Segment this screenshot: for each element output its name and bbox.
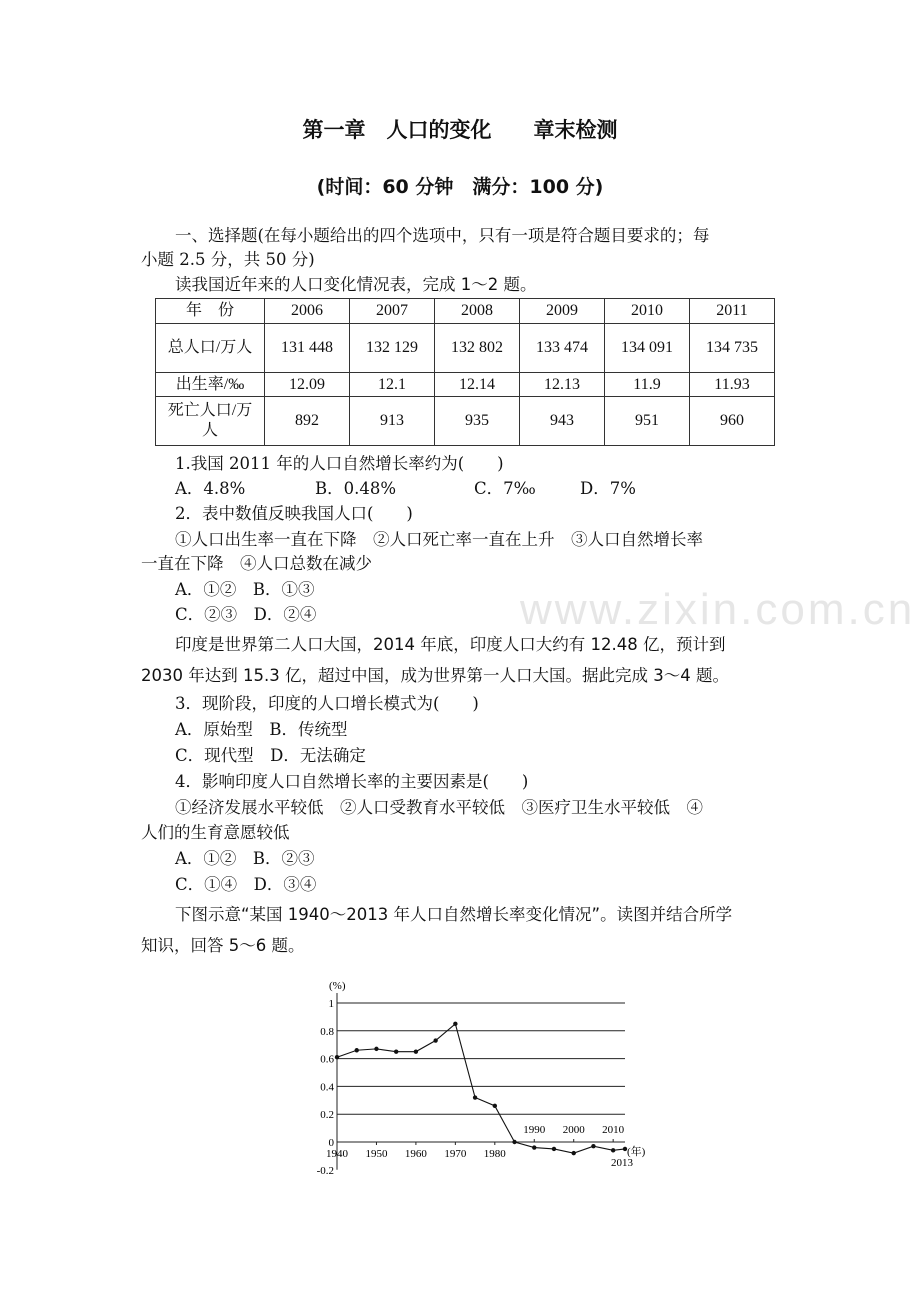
exam-info: (时间：60 分钟 满分：100 分) (316, 176, 604, 198)
page-title: 第一章 人口的变化 章末检测 (302, 118, 618, 142)
q1-option-b: B．0.48% (315, 479, 397, 498)
population-cell: 134 735 (690, 324, 775, 373)
year-cell: 2008 (435, 299, 520, 324)
y-tick-label: 0 (328, 1137, 334, 1149)
q4-statements-cont: 人们的生育意愿较低 (141, 823, 290, 842)
data-point (532, 1145, 536, 1149)
x-tick-label: 1970 (444, 1148, 467, 1160)
data-point (623, 1147, 627, 1151)
data-point (591, 1144, 595, 1148)
table-row (156, 299, 775, 324)
data-point (453, 1022, 457, 1026)
q4-stem: 4．影响印度人口自然增长率的主要因素是( ) (175, 772, 529, 791)
population-table (155, 298, 775, 446)
data-point (394, 1049, 398, 1053)
y-tick-label: 0.8 (320, 1025, 334, 1038)
year-cell: 2009 (520, 299, 605, 324)
q3-options-row: C．现代型 D．无法确定 (175, 746, 366, 765)
x-tick-label: 2000 (562, 1124, 585, 1136)
q1-option-c: C．7‰ (474, 479, 536, 498)
y-tick-label: 0.6 (320, 1053, 334, 1066)
deaths-cell: 960 (690, 397, 775, 446)
data-point (433, 1038, 437, 1042)
q1-option-a: A．4.8% (175, 479, 246, 498)
q4-statements: ①经济发展水平较低 ②人口受教育水平较低 ③医疗卫生水平较低 ④ (175, 798, 703, 817)
birth-rate-cell: 12.1 (350, 373, 435, 397)
data-point (611, 1148, 615, 1152)
population-cell: 132 802 (435, 324, 520, 373)
population-cell: 133 474 (520, 324, 605, 373)
chart-intro: 下图示意“某国 1940～2013 年人口自然增长率变化情况”。读图并结合所学 (175, 905, 733, 924)
india-passage: 印度是世界第二人口大国，2014 年底，印度人口大约有 12.48 亿，预计到 (175, 635, 726, 654)
data-point (374, 1047, 378, 1051)
row-header-population: 总人口/万人 (156, 324, 265, 373)
year-cell: 2006 (265, 299, 350, 324)
q4-options-row: A．①② B．②③ (175, 849, 315, 868)
year-cell: 2010 (605, 299, 690, 324)
y-tick-label: 1 (328, 998, 334, 1010)
birth-rate-cell: 12.09 (265, 373, 350, 397)
x-tick-label: 1950 (365, 1148, 388, 1160)
q3-options-row: A．原始型 B．传统型 (175, 720, 348, 739)
x-tick-label: 2010 (602, 1124, 625, 1136)
x-end-label: 2013 (611, 1157, 633, 1169)
deaths-cell: 892 (265, 397, 350, 446)
deaths-cell: 913 (350, 397, 435, 446)
q2-options-row: C．②③ D．②④ (175, 605, 317, 624)
population-cell: 134 091 (605, 324, 690, 373)
data-point (512, 1140, 516, 1144)
data-point (355, 1048, 359, 1052)
population-cell: 131 448 (265, 324, 350, 373)
x-tick-label: 1960 (404, 1148, 427, 1160)
year-cell: 2011 (690, 299, 775, 324)
deaths-cell: 951 (605, 397, 690, 446)
chart-intro-cont: 知识，回答 5～6 题。 (141, 936, 305, 955)
x-tick-label: 1980 (483, 1148, 506, 1160)
table-intro: 读我国近年来的人口变化情况表，完成 1～2 题。 (175, 275, 537, 294)
row-header-year: 年 份 (156, 299, 265, 324)
deaths-cell: 943 (520, 397, 605, 446)
data-point (335, 1055, 339, 1059)
birth-rate-cell: 12.14 (435, 373, 520, 397)
birth-rate-cell: 12.13 (520, 373, 605, 397)
x-axis-label: (年) (627, 1146, 646, 1158)
data-point (552, 1147, 556, 1151)
data-point (414, 1049, 418, 1053)
y-tick-label: -0.2 (316, 1164, 334, 1177)
data-point (572, 1151, 576, 1155)
birth-rate-cell: 11.9 (605, 373, 690, 397)
q3-stem: 3．现阶段，印度的人口增长模式为( ) (175, 694, 479, 713)
birth-rate-cell: 11.93 (690, 373, 775, 397)
q4-options-row: C．①④ D．③④ (175, 875, 317, 894)
q2-options-row: A．①② B．①③ (175, 580, 315, 599)
year-cell: 2007 (350, 299, 435, 324)
section-heading-cont: 小题 2.5 分，共 50 分) (141, 250, 315, 269)
data-point (493, 1104, 497, 1108)
deaths-cell: 935 (435, 397, 520, 446)
section-heading: 一、选择题(在每小题给出的四个选项中，只有一项是符合题目要求的；每 (175, 226, 710, 245)
q1-stem: 1.我国 2011 年的人口自然增长率约为( ) (175, 454, 504, 473)
x-tick-label: 1940 (326, 1148, 348, 1160)
y-tick-label: 0.4 (320, 1081, 334, 1094)
india-passage-cont: 2030 年达到 15.3 亿，超过中国，成为世界第一人口大国。据此完成 3～4 题。 (141, 666, 729, 685)
watermark: www.zixin.com.cn (520, 585, 916, 634)
y-axis-label: (%) (329, 980, 346, 992)
data-point (473, 1095, 477, 1099)
table-row (156, 397, 775, 446)
row-header-deaths: 死亡人口/万人 (156, 397, 265, 446)
y-tick-label: 0.2 (320, 1109, 334, 1122)
q2-statements-cont: 一直在下降 ④人口总数在减少 (141, 554, 372, 573)
growth-rate-chart (305, 972, 665, 1182)
table-row (156, 324, 775, 373)
table-row (156, 373, 775, 397)
q1-option-d: D．7% (580, 479, 636, 498)
q2-statements: ①人口出生率一直在下降 ②人口死亡率一直在上升 ③人口自然增长率 (175, 530, 703, 549)
population-cell: 132 129 (350, 324, 435, 373)
q2-stem: 2．表中数值反映我国人口( ) (175, 504, 413, 523)
x-tick-label: 1990 (523, 1124, 546, 1136)
row-header-birth-rate: 出生率/‰ (156, 373, 265, 397)
